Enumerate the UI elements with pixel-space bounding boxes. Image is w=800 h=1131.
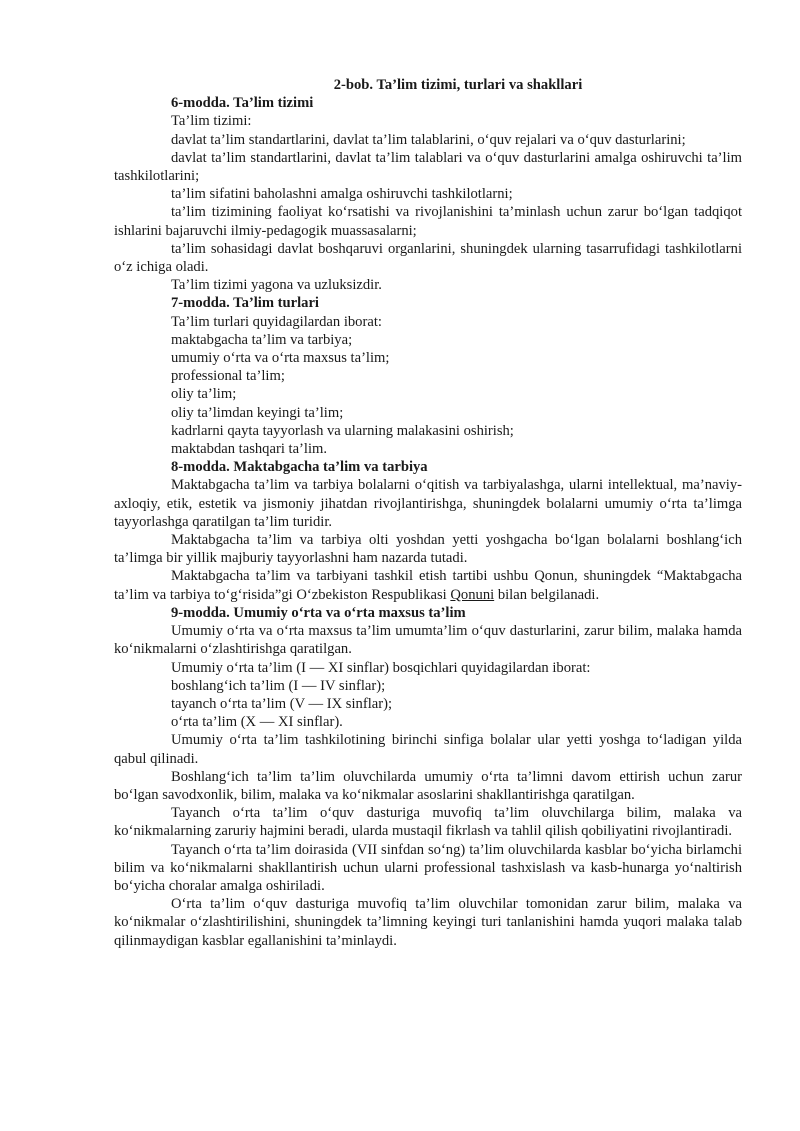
paragraph: Ta’lim tizimi:: [171, 113, 252, 130]
document-page: [114, 76, 742, 950]
article-heading: 6-modda. Ta’lim tizimi: [171, 95, 314, 112]
paragraph: [114, 567, 742, 603]
article-heading: 7-modda. Ta’lim turlari: [171, 295, 319, 312]
paragraph: professional ta’lim;: [171, 368, 285, 385]
paragraph: Maktabgacha ta’lim va tarbiya olti yoshdan yetti yoshgacha bo‘lgan bolalarni boshlang‘ich ta’limga bir yillik majburiy tayyorlashni ham nazarda tutadi.: [114, 532, 742, 567]
paragraph: ta’lim sifatini baholashni amalga oshiruvchi tashkilotlarni;: [171, 186, 513, 203]
article-6: [114, 94, 742, 294]
paragraph: maktabdan tashqari ta’lim.: [171, 441, 328, 458]
paragraph: Tayanch o‘rta ta’lim o‘quv dasturiga muvofiq ta’lim oluvchilarga bilim, malaka va ko‘nikmalarning zaruriy hajmini beradi, ularda mustaqil fikrlash va tahlil qilish qobiliyatini rivojlantiradi.: [114, 805, 742, 840]
paragraph: O‘rta ta’lim o‘quv dasturiga muvofiq ta’lim oluvchilar tomonidan zarur bilim, malaka va ko‘nikmalar o‘zlashtirilishini, shuningdek ta’limning keyingi turi tanlanishini hamda yuqori malaka talab qilinmaydigan kasblar egallanishini ta’minlaydi.: [114, 896, 742, 949]
paragraph-text: Maktabgacha ta’lim va tarbiyani tashkil etish tartibi ushbu Qonun, shuningdek “Maktabgacha ta’lim va tarbiya to‘g‘risida”gi O‘zbekiston Respublikasi: [114, 568, 742, 603]
article-heading: 9-modda. Umumiy o‘rta va o‘rta maxsus ta’lim: [171, 604, 466, 621]
article-9: [114, 604, 742, 950]
chapter-title: 2-bob. Ta’lim tizimi, turlari va shakllari: [333, 77, 583, 93]
article-heading: 8-modda. Maktabgacha ta’lim va tarbiya: [171, 459, 428, 476]
paragraph: ta’lim sohasidagi davlat boshqaruvi organlarini, shuningdek ularning tasarrufidagi tashkilotlarni o‘z ichiga oladi.: [114, 240, 742, 276]
paragraph: kadrlarni qayta tayyorlash va ularning malakasini oshirish;: [171, 422, 514, 439]
law-link[interactable]: Qonuni: [450, 586, 495, 603]
paragraph: Ta’lim turlari quyidagilardan iborat:: [171, 313, 382, 330]
paragraph: Boshlang‘ich ta’lim ta’lim oluvchilarda umumiy o‘rta ta’limni davom ettirish uchun zarur bo‘lgan savodxonlik, bilim, malaka va ko‘nikmalar asoslarini shakllantirishga qaratilgan.: [114, 768, 742, 803]
paragraph: oliy ta’limdan keyingi ta’lim;: [171, 404, 344, 421]
paragraph: maktabgacha ta’lim va tarbiya;: [171, 331, 353, 348]
paragraph: oliy ta’lim;: [171, 386, 237, 403]
paragraph: umumiy o‘rta va o‘rta maxsus ta’lim;: [171, 350, 390, 367]
paragraph: davlat ta’lim standartlarini, davlat ta’lim talablarini, o‘quv rejalari va o‘quv dasturlarini;: [171, 131, 686, 148]
paragraph: Maktabgacha ta’lim va tarbiya bolalarni o‘qitish va tarbiyalashga, ularni intellektual, ma’naviy-axloqiy, etik, estetik va jismoniy jihatdan rivojlantirishga, shuningdek bolalarni umumiy o‘rta ta’limga tayyorlashga qaratilgan ta’lim turidir.: [114, 477, 742, 530]
paragraph: Umumiy o‘rta ta’lim (I — XI sinflar) bosqichlari quyidagilardan iborat:: [171, 659, 591, 676]
article-7: [114, 294, 742, 458]
paragraph: davlat ta’lim standartlarini, davlat ta’lim talablari va o‘quv dasturlarini amalga oshiruvchi ta’lim tashkilotlarini;: [114, 149, 742, 185]
paragraph: boshlang‘ich ta’lim (I — IV sinflar);: [171, 677, 386, 694]
paragraph: Umumiy o‘rta va o‘rta maxsus ta’lim umumta’lim o‘quv dasturlarini, zarur bilim, malaka hamda ko‘nikmalarni o‘zlashtirishga qaratilgan.: [114, 623, 742, 658]
paragraph: Umumiy o‘rta ta’lim tashkilotining birinchi sinfiga bolalar ular yetti yoshga to‘ladigan yilda qabul qilinadi.: [114, 732, 742, 767]
paragraph: o‘rta ta’lim (X — XI sinflar).: [171, 714, 343, 731]
paragraph: Ta’lim tizimi yagona va uzluksizdir.: [171, 277, 382, 294]
paragraph: ta’lim tizimining faoliyat ko‘rsatishi va rivojlanishini ta’minlash uchun zarur bo‘lgan tadqiqot ishlarini bajaruvchi ilmiy-pedagogik muassasalarni;: [114, 204, 742, 239]
article-8: [114, 458, 742, 604]
paragraph: Tayanch o‘rta ta’lim doirasida (VII sinfdan so‘ng) ta’lim oluvchilarda kasblar bo‘yicha birlamchi bilim va ko‘nikmalarni shakllantirish uchun ularni professional tashxislash va kasb-hunarga yo‘naltirish bo‘yicha choralar amalga oshiriladi.: [114, 841, 742, 894]
paragraph: tayanch o‘rta ta’lim (V — IX sinflar);: [171, 695, 392, 712]
paragraph-text: bilan belgilanadi.: [494, 586, 600, 603]
